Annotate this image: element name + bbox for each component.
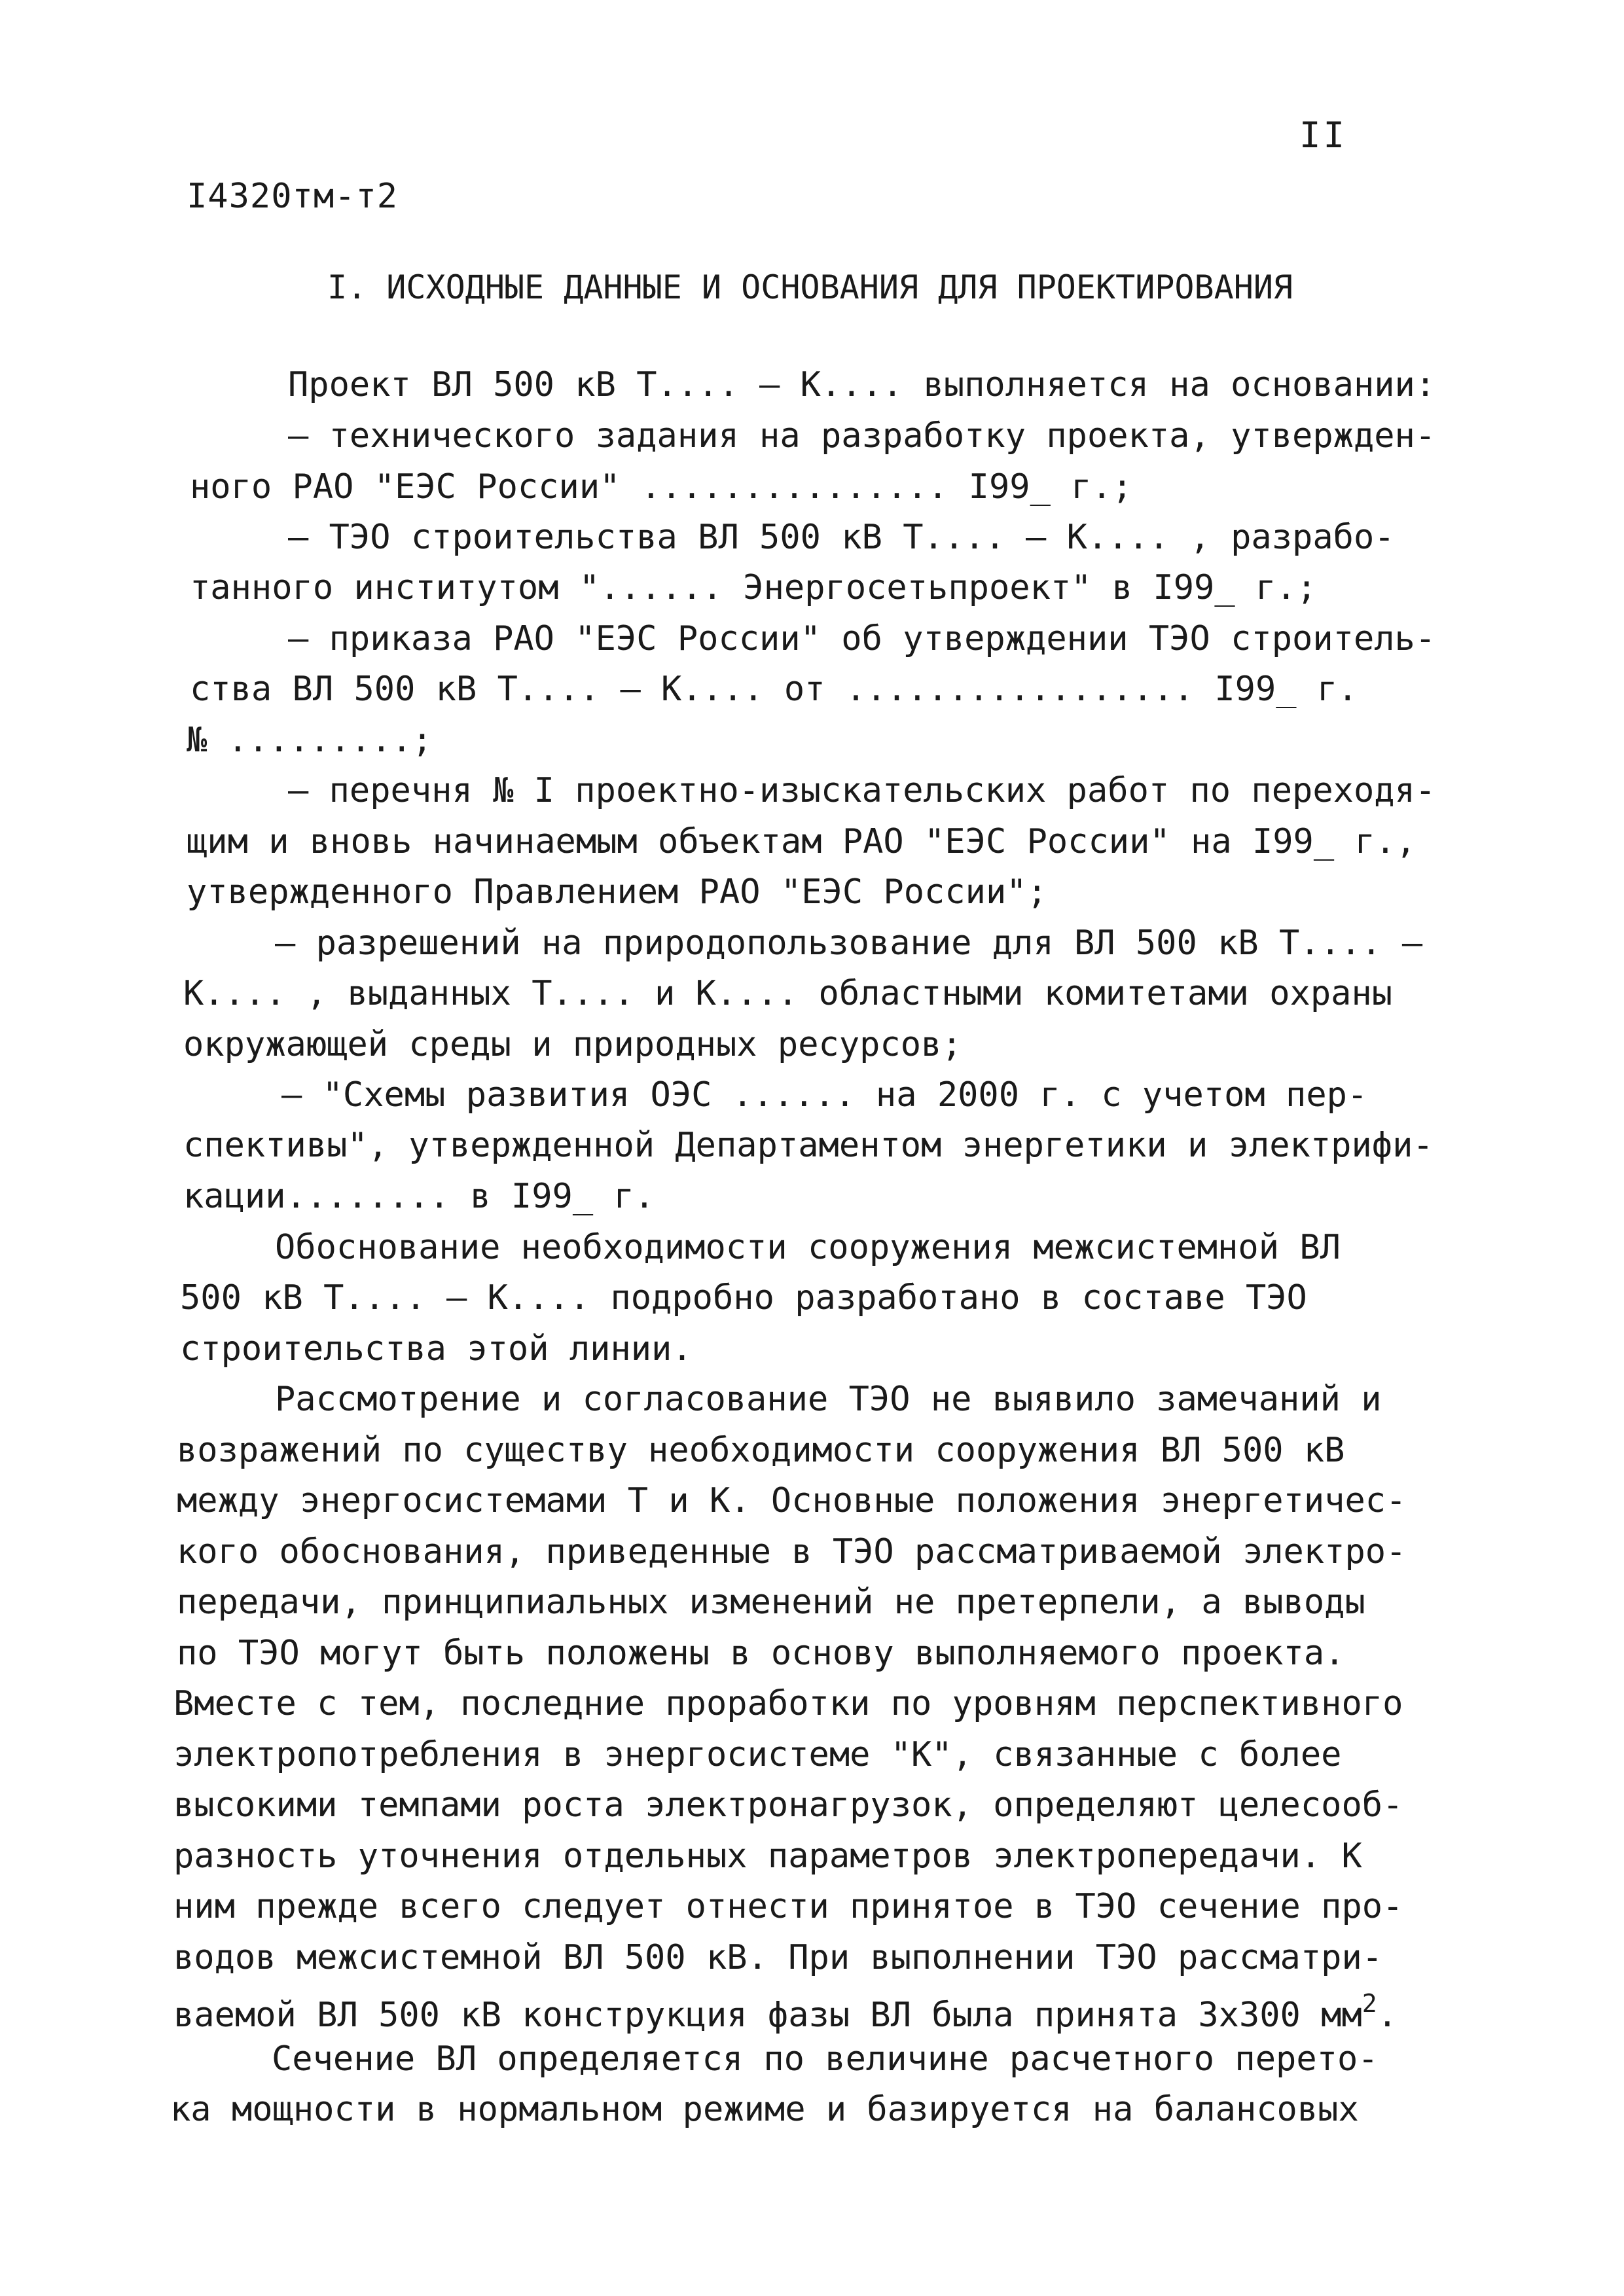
document-code: I4320тм-т2 — [187, 177, 399, 216]
body-line: по ТЭО могут быть положены в основу выполняемого проекта. — [177, 1634, 1345, 1673]
body-line: высокими темпами роста электронагрузок, определяют целесооб- — [173, 1785, 1403, 1825]
body-line: между энергосистемами Т и К. Основные положения энергетичес- — [177, 1481, 1407, 1520]
area-unit-exponent: 2 — [1362, 1989, 1377, 2018]
body-line: ним прежде всего следует отнести принятое в ТЭО сечение про- — [173, 1887, 1403, 1926]
body-line: ка мощности в нормальном режиме и базируется на балансовых — [170, 2090, 1359, 2129]
body-line: – "Схемы развития ОЭС ...... на 2000 г. с учетом пер- — [281, 1075, 1368, 1115]
body-line: возражений по существу необходимости сооружения ВЛ 500 кВ — [177, 1431, 1345, 1470]
body-line: передачи, принципиальных изменений не претерпели, а выводы — [177, 1583, 1365, 1622]
body-line: № .........; — [187, 721, 433, 760]
body-line: электропотребления в энергосистеме "К", связанные с более — [173, 1735, 1342, 1774]
body-line: утвержденного Правлением РАО "ЕЭС России"; — [187, 872, 1047, 912]
body-line: – перечня № I проектно-изыскательских работ по переходя- — [288, 771, 1436, 810]
body-line: танного институтом "...... Энергосетьпроект" в I99_ г.; — [190, 568, 1317, 607]
body-line: Проект ВЛ 500 кВ Т.... – К.... выполняется на основании: — [288, 365, 1436, 404]
body-line: Обоснование необходимости сооружения межсистемной ВЛ — [275, 1228, 1341, 1267]
body-line: кого обоснования, приведенные в ТЭО рассматриваемой электро- — [177, 1532, 1407, 1571]
body-line: Сечение ВЛ определяется по величине расчетного перето- — [272, 2039, 1379, 2079]
body-line: 500 кВ Т.... – К.... подробно разработано в составе ТЭО — [180, 1278, 1307, 1318]
body-line: – ТЭО строительства ВЛ 500 кВ Т.... – К.... , разрабо- — [288, 518, 1395, 557]
body-line: – разрешений на природопользование для ВЛ 500 кВ Т.... – — [275, 924, 1423, 963]
body-line: – технического задания на разработку проекта, утвержден- — [288, 416, 1436, 456]
body-line: водов межсистемной ВЛ 500 кВ. При выполнении ТЭО рассматри- — [173, 1938, 1383, 1977]
body-line: щим и вновь начинаемым объектам РАО "ЕЭС России" на I99_ г., — [187, 822, 1416, 861]
body-line: ства ВЛ 500 кВ Т.... – К.... от ................. I99_ г. — [190, 670, 1358, 709]
body-line: окружающей среды и природных ресурсов; — [183, 1025, 962, 1064]
body-line: разность уточнения отдельных параметров электропередачи. К — [173, 1837, 1362, 1876]
body-line-text: ваемой ВЛ 500 кВ конструкция фазы ВЛ была принята 3х300 мм — [173, 1996, 1362, 2035]
body-line: К.... , выданных Т.... и К.... областными комитетами охраны — [183, 974, 1393, 1013]
body-line: строительства этой линии. — [180, 1329, 693, 1369]
body-line: ного РАО "ЕЭС России" ............... I99_ г.; — [190, 467, 1133, 507]
body-line: кации........ в I99_ г. — [183, 1177, 655, 1216]
section-title: I. ИСХОДНЫЕ ДАННЫЕ И ОСНОВАНИЯ ДЛЯ ПРОЕКТИРОВАНИЯ — [327, 268, 1293, 306]
line-end-period: . — [1377, 1996, 1398, 2035]
page-number: II — [1299, 115, 1348, 156]
body-line: спективы", утвержденной Департаментом энергетики и электрифи- — [183, 1126, 1434, 1165]
body-line-with-superscript — [173, 1989, 1398, 2035]
body-line: Вместе с тем, последние проработки по уровням перспективного — [173, 1684, 1403, 1723]
body-line: – приказа РАО "ЕЭС России" об утверждении ТЭО строитель- — [288, 619, 1436, 658]
body-line: Рассмотрение и согласование ТЭО не выявило замечаний и — [275, 1380, 1382, 1419]
